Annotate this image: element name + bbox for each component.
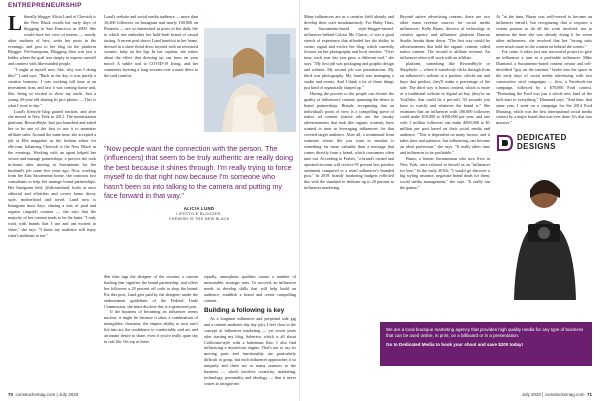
footer-date: July 2020 <box>58 392 79 397</box>
article-paragraph: equally, amorphous qualities comes a number of measurable, strategic ones. To succeed, an influencer needs to develop skills that will help build an audience, establish a brand and create compelling content. <box>204 274 296 303</box>
footer-site: comstocksmag.com <box>15 392 56 397</box>
ad-brand-line-2: DESIGNS <box>517 142 556 151</box>
pull-quote-text: "Now people want the connection with the person. The (influencers) that seem to be truly authentic are really doing the best because it shines through. I'm really trying to force myself to do that right now because I'm someone who hasn't been so into talking to the camera and putting my face forward in that way." <box>104 144 293 201</box>
article-column-3-bottom <box>204 274 296 386</box>
article-column-1 <box>8 11 96 380</box>
article-paragraph: For some, it takes just one successful project to give an influencer a turn as a profitable influencer. Mike Diamond, a Sacramento-based content creator and self-described "guy on the internet," broke into the space in the early days of social media advertising with two consecutive viral campaigns — first, a Facebook-era campaign, followed by a $70,000 Ford contest. "Promoting the Ford was just a whole new kind of the kick-start to everything," Diamond says. "And then, that same year, I went on a campaign for the 2014 Ford Mustang, which was the first international social media contest by a major brand that was ever done. It's that was massive." <box>496 49 592 126</box>
article-paragraph: Liberally blogger Alicia Lund of Chewish is the New Black recalls her early days of blogging in San Francisco in 2009. She would have her crew of interns — mostly other students of hers, write her posts in the evenings, and post to her blog on the platform Blogger. Pre-Instagram, Blogging then was just a hobby where the goal was simply to express oneself and connect with like-minded people. <box>8 11 96 67</box>
ad-brand-line-1: DEDICATED <box>517 133 567 143</box>
article-paragraph: At "at the time, Burns was well-versed to become an influencer herself, but recognizing that it requires a certain passion to do all the work involved, not to mention the time she was already doing it for seven other influencers, she resolved that her "strong suits were much more in the content on behind the scenes." <box>496 14 592 49</box>
pull-quote-attribution-name: ALICIA LUND <box>183 206 215 212</box>
ad-logo <box>496 134 592 152</box>
page-gutter <box>299 0 300 401</box>
article-paragraph: Lund's website and social media audience — more than 16,400 followers on Instagram and nearly 100,000 on Pinterest — are so entrenched in posts of her daily life to which she embodies her bold-hash brand of casual tasting. A recent post shows Lund barefoot in her home, dressed in a sheer floral dress layered with an oversized sweater, baby on her hip. In her caption, she writes about the effect that dressing up can have on your mood: A subtle nod to COVID-19 living, and her comments layering a long sweater over a maxi dress to the said comfort. <box>104 14 198 79</box>
author-portrait-photo <box>204 28 296 132</box>
page-number: 70 <box>8 392 14 397</box>
dedicated-designs-logo-icon <box>496 134 514 152</box>
article-paragraph: Burns, a former Sacramentan who now lives in New York, once referred to herself as an "influencer for hire." In the early 2010s, "I would go discover a big styling instance, negotiate brand deals for them, social media management," she says. "It really ran the gamut." <box>400 155 490 191</box>
article-paragraph: Lund's lifestyle blog gained traction, and after she moved to New York in 2012. The monetization platform, RewardStyle, had just launched and asked her to be one of the first to use it to monetize affiliate sales. Around the same time, she accepted a job at Elle magazine as the fashion editor for elle.com, balancing Chewish is the New Black in the evenings. Working with an agent helped her secure and manage partnerships, a process she took in-house after moving to Sacramento for her husband's job some five years ago. Now, working from her East Sacramento home, she contracts two consultants to help her manage brand partnerships. Her Instagram feed, @aliciamlund, looks at once editorial and effortless and covers home decor, style, motherhood and travel. Lund now is Instagram most days, sharing a mix of paid and organic (unpaid) content — she says that the majority of her content tends to be the latter. "I only work with brands that I use and am excited to share," she says. "I know my audience will enjoy what's authentic to me." <box>8 108 96 238</box>
article-paragraph: If the business of becoming an influencer seems nuclear, it might be because it takes a combination of intangibles: charisma, the emptor ability to turn one's life into art, the confidence to comfortably said art, and an innate desire to share, even if you're really quite shy in real life. On top of these <box>104 309 198 344</box>
article-paragraph: She then tags the designer of the sweater, a custom hashtag that signifies the brand partnership, and offers her followers a 20 percent off code to shop the brand. For this post, Lund gets paid by the designer; under the endorsement guidelines of the Federal Trade Commission, she must disclose this is a sponsored post. <box>104 274 198 309</box>
ad-banner-text: We are a local boutique marketing agency that provides high quality media for any type of business that can be used online, in print, on a billboard or in a presentation. <box>386 327 584 338</box>
portrait-illustration <box>204 28 296 132</box>
right-footer: July 2020 | comstocksmag.com 71 <box>521 392 592 397</box>
ad-banner[interactable] <box>380 322 592 366</box>
advertisement[interactable] <box>496 134 592 302</box>
pull-quote-attribution-blog: CHEWISH IS THE NEW BLACK <box>168 216 230 222</box>
pull-quote <box>104 144 294 221</box>
footer-date: July 2020 <box>521 392 542 397</box>
article-paragraph: Many influencers are in a creative field already and develop their craft simultaneously. For Haley Titus, the Sacramento-based style-blogger-turned-influencer behind Colour Me Classic, it was a good stretch of experience that afforded her the ability to create, signal and evolve her blog, which currently focuses on her photography and local vendors. "Over time, each year lets you grow a different tool," she says. "My first job was packaging and graphic design and website. My second job was presentations. My third was photography. My fourth was managing a studio and events. And I think a lot of those things just kind of organically shaped up." <box>304 14 394 90</box>
article-column-6 <box>496 14 592 132</box>
pull-quote-attribution-title: LIFESTYLE BLOGGER, <box>176 211 222 217</box>
article-paragraph: Having the process to the people can elevate the quality of influencers' content, spanning the desire to brand partnerships. Brands, recognizing that an individual's point of view is a compelling piece of native ad content (native ads are the sneaky advertisements that look like organic content), have wanted to tune in leveraging influencers for that coveted target audience. After all, a testimonial from someone whose life you want to emulate is something far more valuable than a message that comes directly from a brand, which consumers often tune out. According to Forbes, "a brand's owned and operated account will receive 95 percent less positive sentiment compared to a retail influencer's branded post." In 2019, brands' marketing budgets reflected this with the standard to dedicate up to 20 percent to influencer marketing. <box>304 90 394 191</box>
article-paragraph: As a longtime influencer and perpetual side gig and a content marketer day day job), I feel close to the concept of influencer marketing — yet seven years after starting my blog, Sobereta, which is all about California-style with a bohemian flair, I also find influencing a mysterious engine. That's not to say its moving parts and functionality are particularly difficult to grasp, but each influencer approaches it so uniquely and there are so many nuances to the business — which involves creativity, marketing, technology, personality and ideology — that it never ceases to intrigue me. <box>204 315 296 386</box>
footer-site: comstocksmag.com <box>544 392 585 397</box>
subhead: Building a following is key <box>204 306 285 314</box>
article-paragraph: Beyond native advertising content, there are two other main revenue sources for social media influencers: Kelly Burns, director of technology at creative agency and influencer platform Duncan Studio, breaks them down: "The first way would be advertisements that hold the organic content, called native content. The second is affiliate revenue. An influencer often will work with an affiliate <box>400 14 490 61</box>
article-column-2-top <box>104 14 198 130</box>
page-number: 71 <box>586 392 592 397</box>
drop-cap: L <box>8 11 23 35</box>
section-label: ENTREPRENEURSHIP <box>8 2 82 9</box>
left-page <box>8 11 296 386</box>
left-footer: 70 comstocksmag.com | July 2020 <box>8 392 79 397</box>
ad-photographer-image <box>498 164 590 300</box>
article-column-5 <box>400 14 490 320</box>
ad-banner-cta[interactable]: Go to Dedicated Media to book your shoot and save $200 today! <box>386 341 524 347</box>
article-paragraph: "I ought at myself now, like, why was I doing this?" Lund says. "Back in the day, it was purely a creative business. I was working full time at an investment firm, and fast it was coming home and, like, being so excited to show my outfit. Just a young 20-year-old sharing fit pics photos — This is what I wore to day." <box>8 67 96 108</box>
article-paragraph: platform, something like RewardStyle or ShopStyle — where if somebody clicks through from an influencer's website to a product, checks out and buys that product, they'll make a percentage of the sale. The third way is bonus content, which is more of a traditional website or digital ad buy (they're on YouTube, that could be a pre-roll, 30 seconds you have to watch) and whatever the brand is." She estimates that an influencer with 100,000 followers could make $10,000 to $100,000 per year, and one with 1 million followers can make $500,000 to $1 million per post based on their social media and audience. "This is dependent on many factors, and it takes time and patience, but influencing can become an ideal profession," she says. "It really takes time and influences to be profitable." <box>400 61 490 155</box>
article-column-2-bottom <box>104 274 198 380</box>
